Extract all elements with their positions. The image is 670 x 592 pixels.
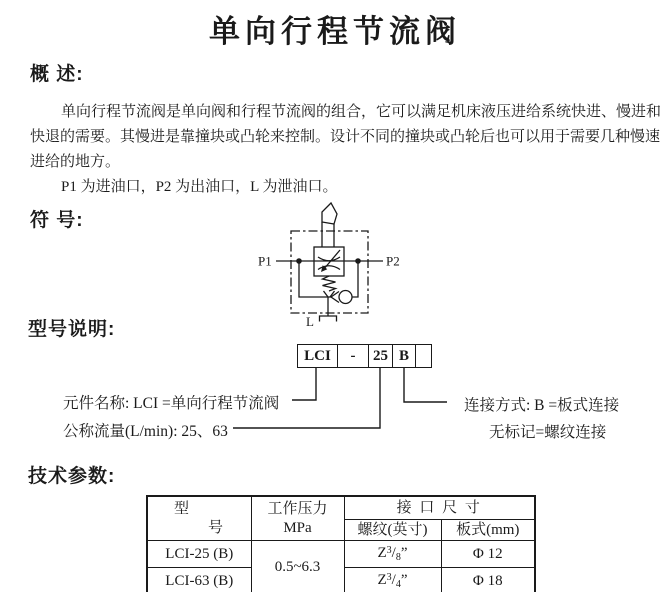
thread-suffix: ” bbox=[400, 572, 408, 588]
connector-series bbox=[292, 368, 316, 400]
callout-nominal-flow: 公称流量(L/min): 25、63 bbox=[63, 423, 228, 440]
check-valve-ball bbox=[339, 291, 352, 304]
port-label-p2: P2 bbox=[386, 253, 400, 269]
throttle-restriction-top bbox=[318, 257, 340, 261]
overview-paragraph bbox=[30, 100, 666, 200]
pressure-header-line2: MPa bbox=[283, 519, 312, 536]
thread-numerator: 3 bbox=[386, 545, 392, 556]
overview-line: P1 为进油口，P2 为出油口，L 为泄油口。 bbox=[61, 179, 338, 195]
thread-denominator: 4 bbox=[395, 579, 401, 590]
code-series-cell: LCI bbox=[298, 345, 338, 367]
overview-line: 进给的地方。 bbox=[30, 154, 121, 170]
model-cell: LCI-25 (B) bbox=[147, 541, 251, 568]
model-header-char-top: 型 bbox=[174, 500, 190, 517]
thread-subheader: 螺纹(英寸) bbox=[344, 520, 441, 541]
overview-line: 快退的需要。其慢进是靠撞块或凸轮来控制。设计不同的撞块或凸轮后也可以用于需要几种慢速 bbox=[30, 129, 661, 145]
hydraulic-symbol-diagram bbox=[250, 198, 410, 338]
thread-cell bbox=[344, 541, 441, 568]
port-size-header: 接 口 尺 寸 bbox=[344, 496, 535, 520]
callout-no-mark: 无标记=螺纹连接 bbox=[489, 424, 607, 441]
port-label-l: L bbox=[306, 314, 314, 329]
model-header-char-bottom: 号 bbox=[208, 519, 224, 536]
connector-conn bbox=[404, 368, 447, 402]
page-title: 单向行程节流阀 bbox=[209, 14, 461, 49]
code-flow-cell: 25 bbox=[369, 345, 393, 367]
thread-cell bbox=[344, 568, 441, 592]
cam-actuator-icon bbox=[322, 203, 337, 224]
table-row bbox=[147, 541, 535, 568]
plate-cell: Φ 12 bbox=[441, 541, 535, 568]
callout-connection-type: 连接方式: B =板式连接 bbox=[464, 397, 620, 414]
model-cell: LCI-63 (B) bbox=[147, 568, 251, 592]
pressure-column-header bbox=[251, 496, 344, 541]
spring-icon bbox=[323, 276, 336, 291]
plate-subheader: 板式(mm) bbox=[441, 520, 535, 541]
thread-slash: / bbox=[391, 572, 396, 588]
thread-suffix: ” bbox=[400, 545, 408, 561]
specs-table bbox=[146, 495, 536, 592]
specs-heading: 技术参数: bbox=[28, 466, 116, 487]
throttle-restriction-bottom bbox=[318, 266, 340, 270]
thread-prefix: Z bbox=[377, 572, 387, 588]
drain-port-symbol bbox=[320, 316, 337, 322]
port-label-p1: P1 bbox=[258, 253, 272, 269]
code-conn-cell: B bbox=[393, 345, 416, 367]
thread-slash: / bbox=[391, 545, 396, 561]
pressure-header-line1: 工作压力 bbox=[267, 500, 328, 517]
thread-numerator: 3 bbox=[386, 572, 392, 583]
cam-stem bbox=[322, 222, 334, 247]
plate-cell: Φ 18 bbox=[441, 568, 535, 592]
code-dash-cell: - bbox=[338, 345, 369, 367]
enclosure-box bbox=[291, 231, 368, 313]
thread-prefix: Z bbox=[377, 545, 387, 561]
overview-line: 单向行程节流阀是单向阀和行程节流阀的组合，它可以满足机床液压进给系统快进、慢进和 bbox=[61, 104, 662, 120]
thread-denominator: 8 bbox=[395, 552, 401, 563]
callout-series-name: 元件名称: LCI =单向行程节流阀 bbox=[63, 395, 280, 412]
overview-heading: 概 述: bbox=[30, 64, 84, 85]
pressure-value-cell: 0.5~6.3 bbox=[251, 541, 344, 592]
model-heading: 型号说明: bbox=[28, 319, 116, 340]
model-column-header bbox=[147, 496, 251, 541]
symbol-heading: 符 号: bbox=[30, 210, 84, 231]
